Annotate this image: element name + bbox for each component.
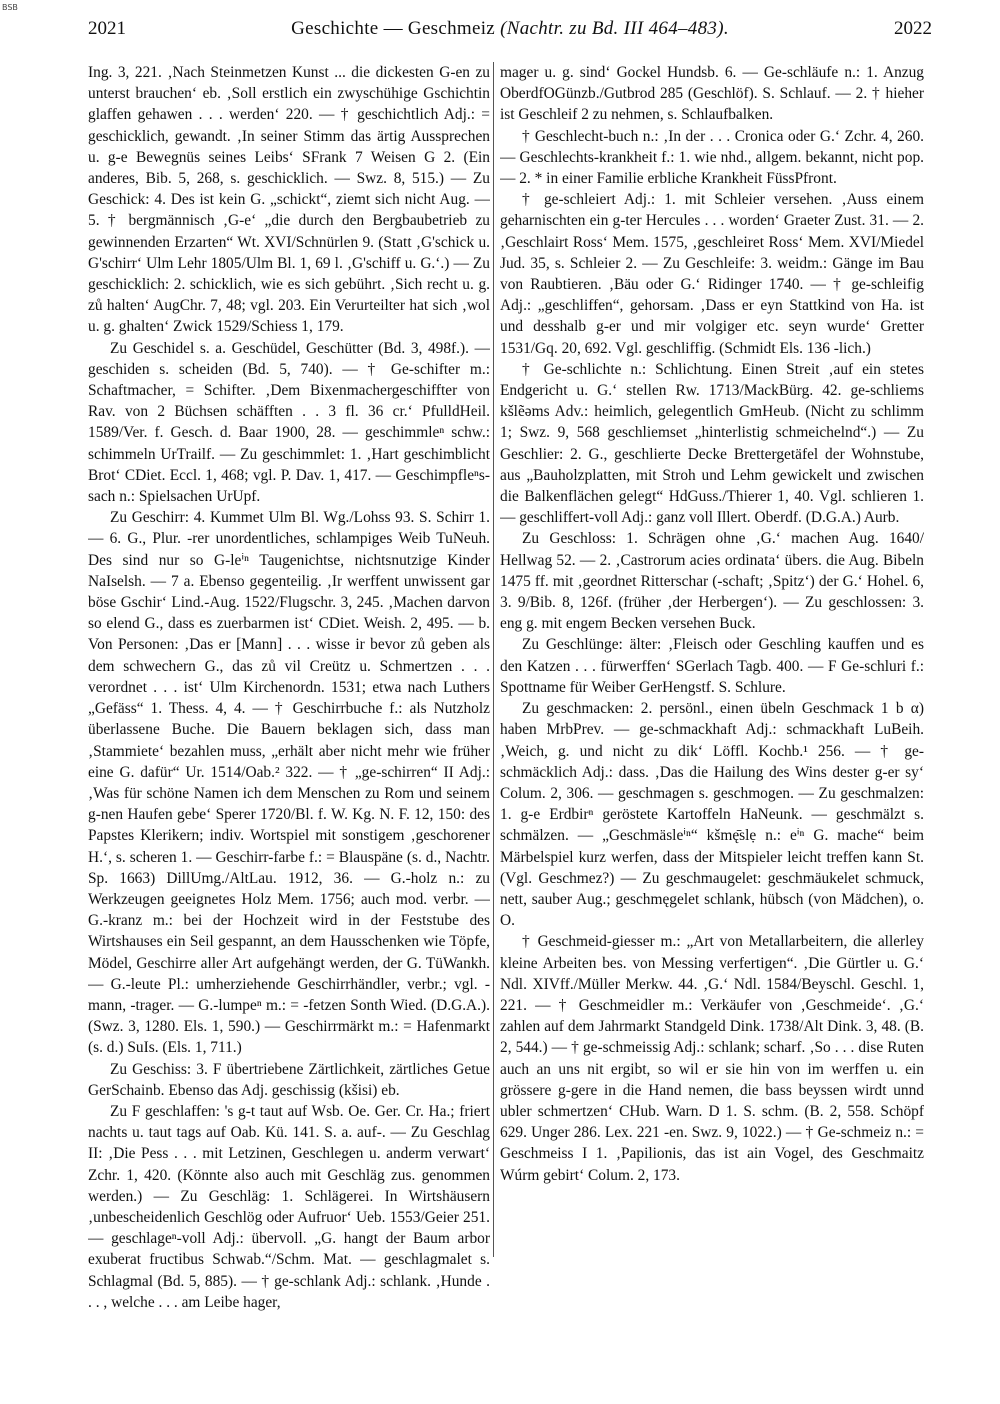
dictionary-entry: † Geschlecht-buch n.: ‚In der . . . Cronica oder G.‘ Zchr. 4, 260. — Geschlechts-krankheit f.: 1. wie nhd., allgem. bekannt, nicht pop. — 2. * in einer Familie erbliche Krankheit FüssPfront. <box>500 127 924 188</box>
column-divider <box>493 62 494 1257</box>
dictionary-entry: Ing. 3, 221. ‚Nach Steinmetzen Kunst ... die dickesten G-en zu unterst brauchen‘ eb. ‚Soll erstlich ein zwyschühige Gschichtin glaffen gehawen . . . werden‘ 220. — † geschichtlich Adj.: = geschicklich, gewandt. ‚In seiner Stimm das ärtig Aussprechen u. g-e Bewegnüs seines Leibs‘ SFrank 7 Weisen G 2. (Ein anderes, Bib. 5, 268, s. geschicklich. — Swz. 8, 515.) — Zu Geschick: 4. Des ist kein G. „schickt“, ziemt sich nicht Aug. — 5. † bergmännisch ‚G-e‘ „die durch den Bergbaubetrieb zu gewinnenden Erzarten“ Wt. XVI/Schnürlen 9. (Statt ‚G'schick u. G'schirr‘ Ulm Lehr 1805/Ulm Bl. 1, 69 l. ‚G'schiff u. G.‘.) — Zu geschicklich: 2. schicklich, wie es sich gebührt. ‚Sich recht u. g. zů halten‘ AugChr. 7, 48; vgl. 203. Ein Verurteilter hat sich ‚wol u. g. ghalten‘ Zwick 1529/Schiess 1, 179. <box>88 64 490 336</box>
dictionary-entry: Zu Geschidel s. a. Geschüdel, Geschütter (Bd. 3, 498f.). — geschiden s. scheiden (Bd. 5, 740). — † Ge-schifter m.: Schaftmacher, = Schifter. ‚Dem Bixenmachergeschiffter von Rav. von 2 Büchsen schäfften . . 3 fl. 36 cr.‘ PfulldHeil. 1589/Ver. f. Gesch. d. Baar 1900, 28. — geschimmleⁿ schw.: schimmeln UrTrailf. — Zu geschimmlet: 1. ‚Hart geschimblicht Brot‘ CDiet. Eccl. 1, 468; vgl. P. Dav. 1, 417. — Geschimpfleⁿs-sach n.: Spielsachen UrUpf. <box>88 339 490 506</box>
dictionary-entry: † ge-schleiert Adj.: 1. mit Schleier versehen. ‚Auss einem geharnischten ein g-ter Hercules . . . worden‘ Graeter Zust. 31. — 2. ‚Geschlairt Ross‘ Mem. 1575, ‚geschleiret Ross‘ Mem. XVI/Miedel Jud. 35, s. Schleier 2. — Zu Geschleife: 3. weidm.: Gänge im Bau von Raubtieren. ‚Bäu oder G.‘ Ridinger 1740. — † ge-schleifig Adj.: „geschliffen“, gehorsam. ‚Dass er eyn Stattkind von Ha. ist und desshalb g-er und mir volgiger etc. seyn wurde‘ Gretter 1531/Gq. 20, 692. Vgl. geschliffig. (Schmidt Els. 136 -lich.) <box>500 191 924 357</box>
running-title-note: (Nachtr. zu Bd. III 464–483). <box>500 18 729 39</box>
page-header <box>88 18 932 44</box>
dictionary-entry: † Ge-schlichte n.: Schlichtung. Einen Streit ‚auf ein stetes Endgericht u. G.‘ stellen Rw. 1713/MackBürg. 42. ge-schliems kšlẽəms Adv.: heimlich, gelegentlich GmHeub. (Nicht zu schlimm 1; Swz. 9, 568 geschliemset „hinterlistig schmeichelnd“.) — Zu Geschlier: 2. G., geschlierte Decke Brettergetäfel der Wohnstube, aus „Bauholzplatten, mit Stroh und Lehm gewickelt und zwischen die Balkenflächen gelegt“ HdGuss./Thierer 1, 40. Vgl. schlieren 1. — geschliffert-voll Adj.: ganz voll Illert. Oberdf. (D.G.A.) Aurb. <box>500 360 924 527</box>
dictionary-entry: Zu geschmacken: 2. persönl., einen übeln Geschmack 1 b α) haben MrbPrev. — ge-schmackhaft Adj.: schmackhaft LuBeih. ‚Weich, g. und nicht zu dik‘ Löffl. Kochb.¹ 256. — † ge-schmäcklich Adj.: dass. ‚Das die Hailung des Wins dester g-er sy‘ Colum. 2, 306. — geschmagen s. geschmogen. — Zu geschmalzen: 1. g-e Erdbirⁿ geröstete Kartoffeln HaNeunk. — geschmälzt s. schmälzen. — „Geschmäsleⁱⁿ“ kšmę̄slẹ n.: eⁱⁿ G. mache“ beim Märbelspiel kurz werfen, dass der Mitspieler leicht treffen kann St. (Vgl. Geschmez?) — Zu geschmaugelet: geschmäukelet schmuck, nett, sauber Aug.; geschmęgelet schlank, hübsch (von Mädchen), o. O. <box>500 700 924 930</box>
left-column <box>88 62 490 1397</box>
dictionary-entry: Zu Geschirr: 4. Kummet Ulm Bl. Wg./Lohss 93. S. Schirr 1. — 6. G., Plur. -rer unordentliches, schlampiges Weib TuNeuh. Des sind nur so G-leⁱⁿ Taugenichtse, nichtsnutzige Kinder NaIselsh. — 7 a. Ebenso gegenteilig. ‚Ir werffent unwissent gar böse Gschir‘ Lind.-Aug. 1522/Flugschr. 3, 245. ‚Machen darvon so elend G., dass es zuerbarmen ist‘ CDiet. Weish. 2, 495. — b. Von Personen: ‚Das er [Mann] . . . wisse ir bevor zů geben als dem schwechern G., das zů vil Creütz u. Schmertzen . . . verordnet . . . ist‘ Ulm Kirchenordn. 1531; etwa nach Luthers „Gefäss“ 1. Thess. 4, 4. — † Geschirrbuche f.: als Nutzholz überlassene Buche. Die Bauern beklagen sich, dass man ‚Stammiete‘ bezahlen muss, „erhält aber nicht mehr wie früher eine G. dafür“ Ur. 1514/Oab.² 322. — † „ge-schirren“ II Adj.: ‚Was für schöne Namen ich dem Menschen zu Rom und seinem g-nen Haufen gebe‘ Sperer 1720/Bl. f. W. Kg. N. F. 12, 150: des Papstes Klerikern; indiv. Wortspiel mit sonstigem ‚geschorener H.‘, s. scheren 1. — Geschirr-farbe f.: = Blauspäne (s. d., Nachtr. Sp. 1663) DillUmg./AltLau. 1912, 36. — G.-holz n.: zu Werkzeugen geeignetes Holz Mem. 1756; auch mod. verbr. — G.-kranz m.: bei der Hochzeit wird in der Feststube des Wirtshauses ein Seil gespannt, an dem Hausschenken wie Töpfe, Mödel, Geschirre aller Art aufgehängt werden, der G. TüWankh. — G.-leute Pl.: umherziehende Geschirrhändler, verbr.; vgl. -mann, -trager. — G.-lumpeⁿ m.: = -fetzen Sonth Wied. (D.G.A.). (Swz. 3, 1280. Els. 1, 590.) — Geschirrmärkt m.: = Hafenmarkt (s. d.) SuIs. (Els. 1, 711.) <box>88 509 490 1057</box>
dictionary-entry: Zu Geschloss: 1. Schrägen ohne ‚G.‘ machen Aug. 1640/ Hellwag 52. — 2. ‚Castrorum acies ordinata‘ übers. die Aug. Bibeln 1475 ff. mit ‚geordnet Ritterschar (-schaft; ‚Spitz‘) der G.‘ Hohel. 6, 3. 9/Bib. 8, 126f. (früher ‚der Herbergen‘). — Zu geschlossen: 3. eng g. mit engem Becken versehen Buck. <box>500 530 924 633</box>
dictionary-entry: mager u. g. sind‘ Gockel Hundsb. 6. — Ge-schläufe n.: 1. Anzug OberdfOGünzb./Gutbrod 285 (Geschlöf). S. Schlauf. — 2. † hieher ist Geschleif 2 zu nehmen, s. Schlaufbalken. <box>500 64 924 124</box>
running-title <box>126 18 894 40</box>
dictionary-entry: Zu Geschlünge: älter: ‚Fleisch oder Geschling kauffen und es den Katzen . . . fürwerffen‘ SGerlach Tagb. 400. — F Ge-schluri f.: Spottname für Weiber GerHengstf. S. Schlure. <box>500 636 924 696</box>
dictionary-entry: Zu F geschlaffen: 's g-t taut auf Wsb. Oe. Ger. Cr. Ha.; friert nachts u. taut tags auf Oab. Kü. 141. S. a. auf-. — Zu Geschlag II: ‚Die Pess . . . mit Letzinen, Geschlegen u. anderm verwart‘ Zchr. 1, 420. (Könnte also auch mit Geschläg zus. genommen werden.) — Zu Geschläg: 1. Schlägerei. In Wirtshäusern ‚unbescheidenlich Geschlög oder Aufruor‘ Ueb. 1553/Geier 251. — geschlageⁿ-voll Adj.: übervoll. „G. hangt der Baum arbor exuberat fructibus Schwab.“/Schm. Mat. — geschlagmalet s. Schlagmal (Bd. 5, 885). — † ge-schlank Adj.: schlank. ‚Hunde . . . , welche . . . am Leibe hager, <box>88 1102 490 1311</box>
page-number-left: 2021 <box>88 18 126 39</box>
page-number-right: 2022 <box>894 18 932 39</box>
right-column <box>500 62 924 1397</box>
dictionary-entry: † Geschmeid-giesser m.: „Art von Metallarbeitern, die allerley kleine Arbeiten bes. von Messing verfertigen“. ‚Die Gürtler u. G.‘ Ndl. XIVff./Müller Merkw. 44. ‚G.‘ Ndl. 1584/Beyschl. Geschl. 1, 221. — † Geschmeidler m.: Verkäufer von ‚Geschmeide‘. ‚G.‘ zahlen auf dem Jahrmarkt Standgeld Dink. 1738/Alt Dink. 3, 48. (B. 2, 544.) — † ge-schmeissig Adj.: schlank; scharf. ‚So . . . dise Ruten auch an uns nit ergibt, so wil er sie hin von im werffen u. ein grössere g-gere in die Hand nemen, die bass beyssen wirdt unnd ubler schmertzen‘ CHub. Warn. D 1. S. schm. (B. 2, 558. Schöpf 629. Unger 286. Lex. 221 -en. Swz. 9, 1022.) — † Ge-schmeiz n.: = Geschmeiss I 1. ‚Papilionis, das ist ain Vogel, des Geschmaitz Wúrm gebirt‘ Colum. 2, 173. <box>500 933 924 1184</box>
library-stamp: BSB <box>2 3 18 12</box>
running-title-main: Geschichte — Geschmeiz <box>291 18 496 39</box>
dictionary-entry: Zu Geschiss: 3. F übertriebene Zärtlichkeit, zärtliches Getue GerSchainb. Ebenso das Adj. geschissig (kšisi) eb. <box>88 1060 490 1099</box>
